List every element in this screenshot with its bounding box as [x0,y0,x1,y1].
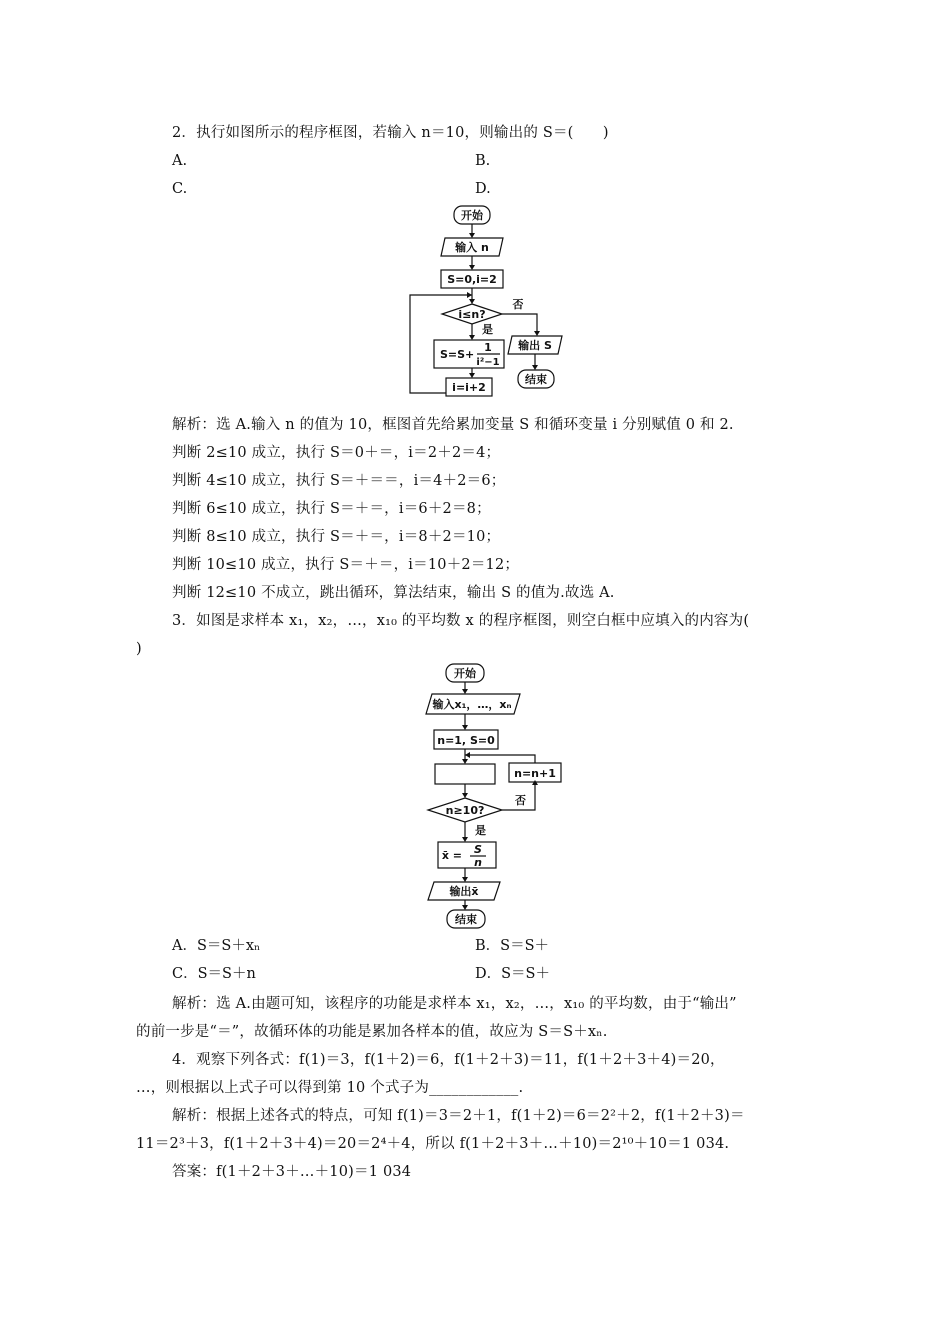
q2-option-c: C. [172,181,188,197]
q3-question-line-1: 3．如图是求样本 x₁，x₂，…，x₁₀ 的平均数 x 的程序框图，则空白框中应填入的内容为( [172,613,750,629]
fc1-start-label: 开始 [461,209,483,222]
q2-solution-line-4: 判断 6≤10 成立，执行 S＝＋＝，i＝6＋2＝8； [172,501,491,517]
fc1-frac-den: i²−1 [476,357,500,368]
q3-solution-line-1: 解析：选 A.由题可知，该程序的功能是求样本 x₁，x₂，…，x₁₀ 的平均数，由于“输出” [172,996,737,1012]
fc1-condition-label: i≤n? [458,308,486,321]
q2-solution-line-5: 判断 8≤10 成立，执行 S＝＋＝，i＝8＋2＝10； [172,529,501,545]
fc1-end-label: 结束 [525,373,547,386]
q4-question-line-1: 4．观察下列各式：f(1)＝3，f(1＋2)＝6，f(1＋2＋3)＝11，f(1＋2＋3＋4)＝20， [172,1052,725,1068]
q2-option-d: D. [475,181,491,197]
fc1-incr-label: i=i+2 [452,381,486,394]
q3-option-a: A．S＝S＋xₙ [172,938,261,954]
q3-solution-line-2: 的前一步是“＝”，故循环体的功能是累加各样本的值，故应为 S＝S＋xₙ. [136,1024,608,1040]
fc2-init-label: n=1, S=0 [437,734,495,747]
q4-solution-line-1: 解析：根据上述各式的特点，可知 f(1)＝3＝2＋1，f(1＋2)＝6＝2²＋2，f(1＋2＋3)＝ [172,1108,745,1124]
fc2-mean-den: n [474,856,482,869]
fc2-output-label: 输出x̄ [449,885,479,898]
fc1-assign-prefix: S=S+ [440,348,475,361]
q3-option-b: B．S＝S＋ [475,938,550,954]
fc1-input-label: 输入 n [455,241,489,254]
q2-solution-line-3: 判断 4≤10 成立，执行 S＝＋＝＝，i＝4＋2＝6； [172,473,506,489]
q2-option-a: A. [172,153,188,169]
fc1-output-label: 输出 S [518,339,552,352]
q2-option-b: B. [475,153,491,169]
fc2-end-label: 结束 [455,913,477,926]
q3-option-c: C．S＝S＋n [172,966,256,982]
fc2-no-label: 否 [515,794,526,807]
q2-solution-line-1: 解析：选 A.输入 n 的值为 10，框图首先给累加变量 S 和循环变量 i 分别赋值 0 和 2. [172,417,734,433]
fc2-blank-box[interactable] [435,764,495,784]
fc1-frac-num: 1 [484,341,492,354]
q3-flowchart [420,660,570,930]
q3-question-line-2: ) [136,641,142,657]
q2-solution-line-2: 判断 2≤10 成立，执行 S＝0＋＝，i＝2＋2＝4； [172,445,501,461]
fc1-init-label: S=0,i=2 [447,273,497,286]
fc2-input-label: 输入x₁，…，xₙ [432,698,512,711]
q4-answer: 答案：f(1＋2＋3＋…＋10)＝1 034 [172,1164,412,1180]
fc1-yes-label: 是 [482,323,493,336]
fc2-yes-label: 是 [475,824,486,837]
q3-option-d: D．S＝S＋ [475,966,550,982]
q2-question: 2．执行如图所示的程序框图，若输入 n＝10，则输出的 S＝( ) [172,125,609,141]
fc2-mean-num: S [474,843,482,856]
fc2-incr-label: n=n+1 [514,767,556,780]
q4-solution-line-2: 11＝2³＋3，f(1＋2＋3＋4)＝20＝2⁴＋4，所以 f(1＋2＋3＋…＋10)＝2¹⁰＋10＝1 034. [136,1136,730,1152]
q2-solution-line-6: 判断 10≤10 成立，执行 S＝＋＝，i＝10＋2＝12； [172,557,520,573]
fc2-mean-lhs: x̄ = [441,849,462,862]
q2-flowchart [400,200,580,405]
fc1-no-label: 否 [512,298,524,311]
fc2-start-label: 开始 [454,667,476,680]
q4-question-line-2: …，则根据以上式子可以得到第 10 个式子为____________. [136,1080,524,1096]
q2-solution-line-7: 判断 12≤10 不成立，跳出循环，算法结束，输出 S 的值为.故选 A. [172,585,615,601]
fc2-condition-label: n≥10? [445,804,485,817]
